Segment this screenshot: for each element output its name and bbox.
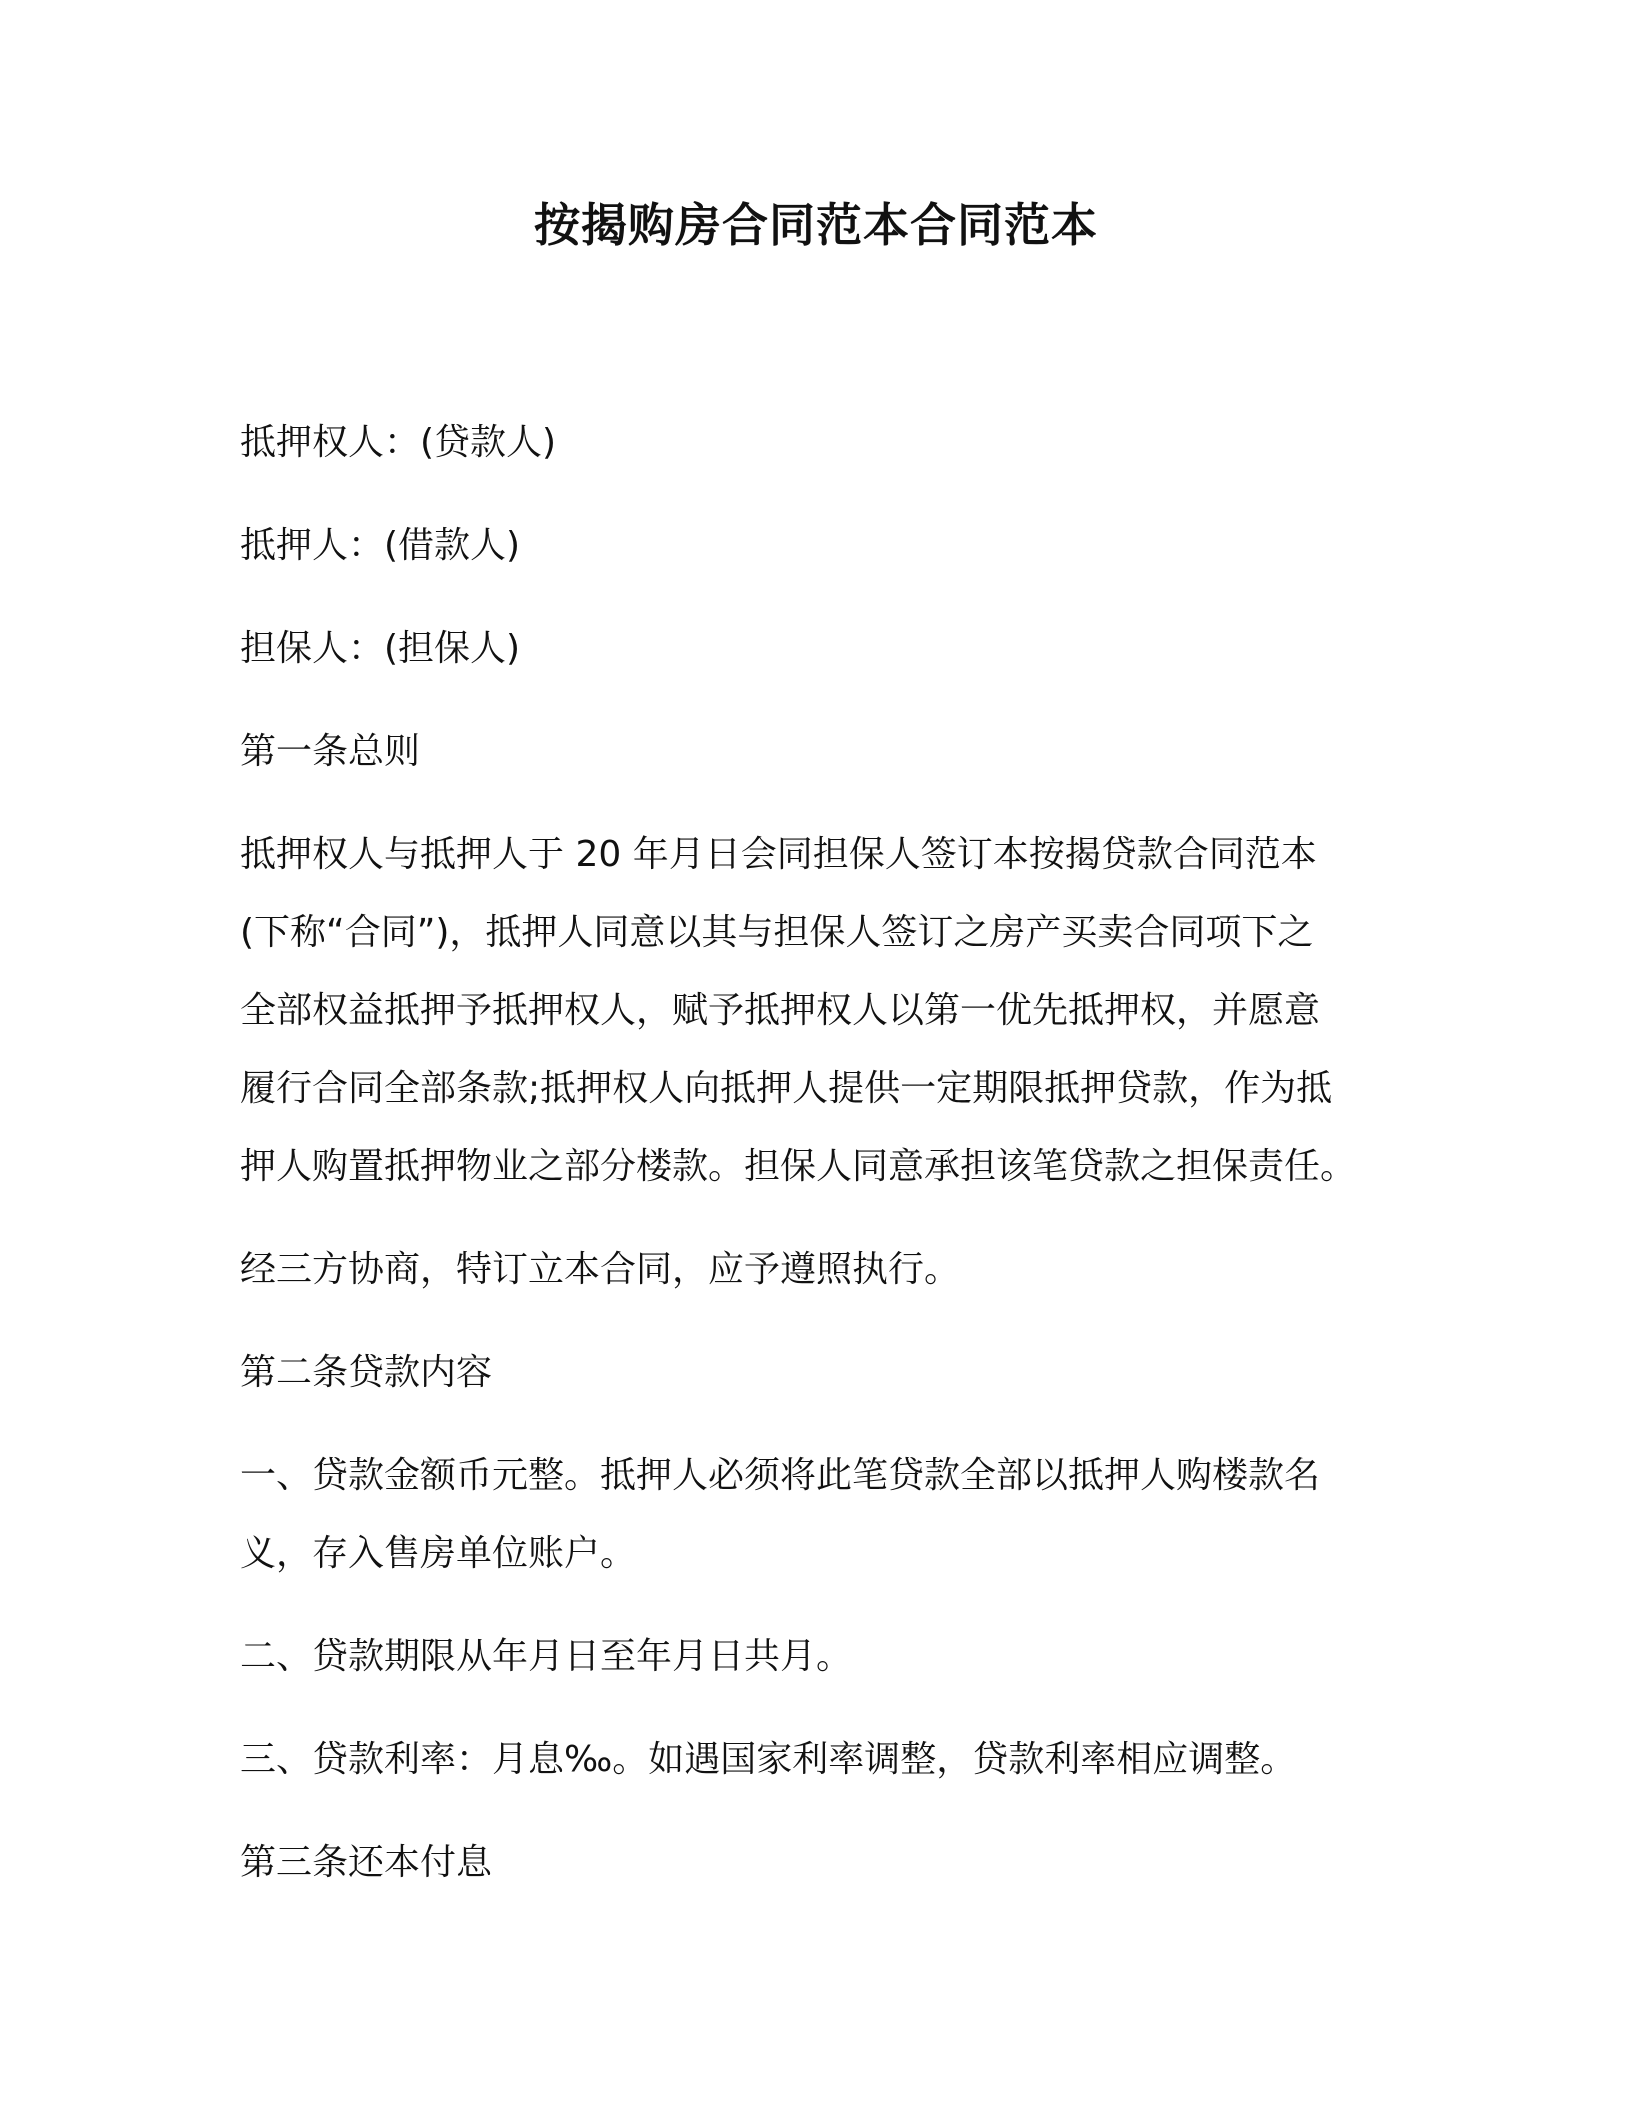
document-title: 按揭购房合同范本合同范本 [534,198,1098,252]
article-2-item-2: 二、贷款期限从年月日至年月日共月。 [240,1636,853,1677]
article-3-heading: 第三条还本付息 [240,1842,493,1883]
party-mortgagor: 抵押人：(借款人) [240,525,521,566]
article-1-line-3: 全部权益抵押予抵押权人，赋予抵押权人以第一优先抵押权，并愿意 [240,990,1321,1031]
article-1-line-5: 押人购置抵押物业之部分楼款。担保人同意承担该笔贷款之担保责任。 [240,1146,1357,1187]
article-1-line-1: 抵押权人与抵押人于 20 年月日会同担保人签订本按揭贷款合同范本 [240,834,1317,875]
party-guarantor: 担保人：(担保人) [240,628,521,669]
party-mortgagee: 抵押权人：(贷款人) [240,422,557,463]
article-2-item-1-line-2: 义，存入售房单位账户。 [240,1533,637,1574]
article-2-item-3: 三、贷款利率：月息‰。如遇国家利率调整，贷款利率相应调整。 [240,1739,1297,1780]
article-2-item-1-line-1: 一、贷款金额币元整。抵押人必须将此笔贷款全部以抵押人购楼款名 [240,1455,1321,1496]
article-1-heading: 第一条总则 [240,731,421,772]
article-1-line-2: (下称“合同”)，抵押人同意以其与担保人签订之房产买卖合同项下之 [240,912,1314,953]
article-1-closing: 经三方协商，特订立本合同，应予遵照执行。 [240,1249,961,1290]
article-2-heading: 第二条贷款内容 [240,1352,493,1393]
article-1-line-4: 履行合同全部条款;抵押权人向抵押人提供一定期限抵押贷款，作为抵 [240,1068,1333,1109]
